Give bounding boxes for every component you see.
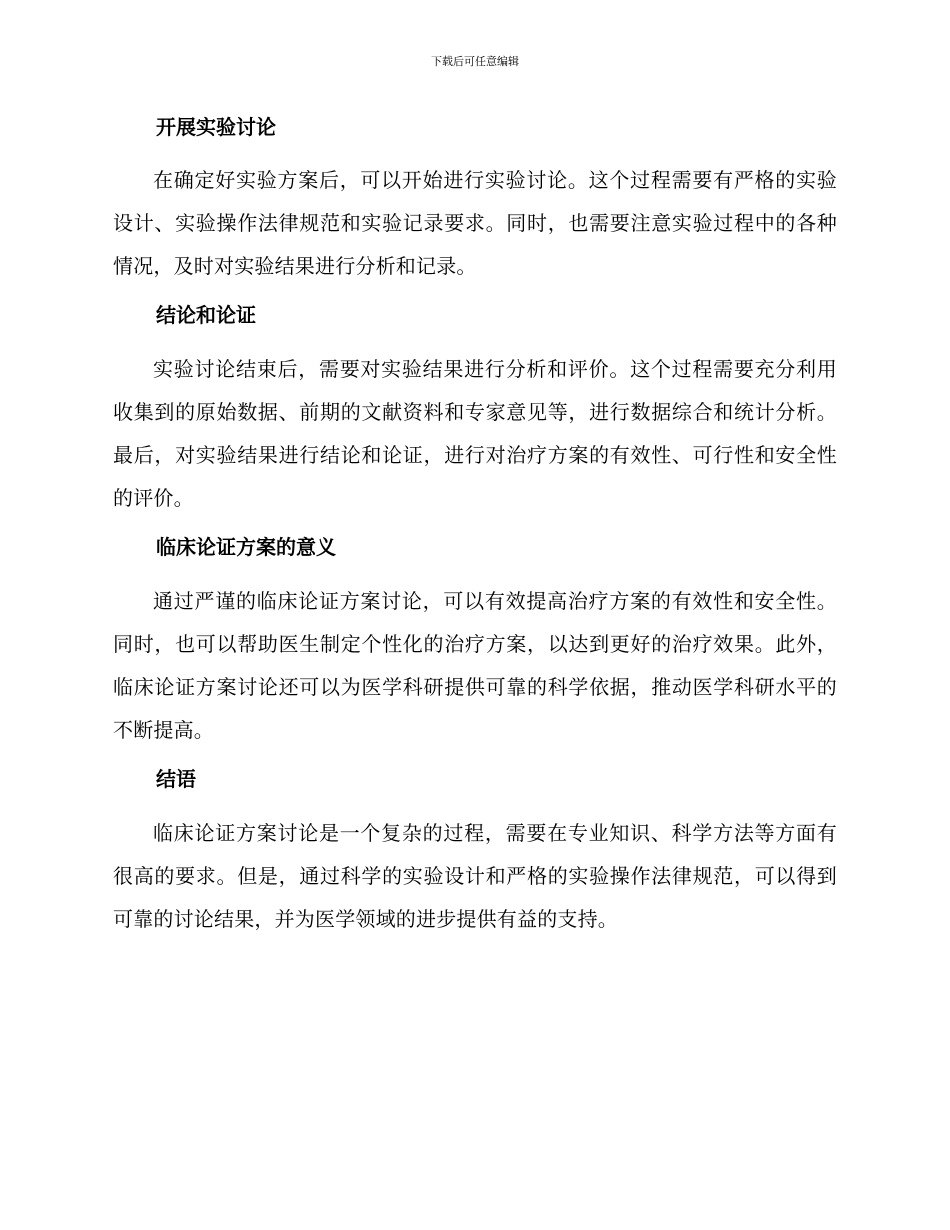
section-paragraph-conclusion: 实验讨论结束后，需要对实验结果进行分析和评价。这个过程需要充分利用收集到的原始数据、前期的文献资料和专家意见等，进行数据综合和统计分析。最后，对实验结果进行结论和论证，进行对治疗方案的有效性、可行性和安全性的评价。 <box>113 357 837 510</box>
section-paragraph-significance: 通过严谨的临床论证方案讨论，可以有效提高治疗方案的有效性和安全性。同时，也可以帮助医生制定个性化的治疗方案，以达到更好的治疗效果。此外，临床论证方案讨论还可以为医学科研提供可靠的科学依据，推动医学科研水平的不断提高。 <box>113 589 837 742</box>
section-paragraph-closing: 临床论证方案讨论是一个复杂的过程，需要在专业知识、科学方法等方面有很高的要求。但是，通过科学的实验设计和严格的实验操作法律规范，可以得到可靠的讨论结果，并为医学领域的进步提供有益的支持。 <box>113 821 837 931</box>
section-heading-closing: 结语 <box>156 767 196 791</box>
section-heading-experiment-discussion: 开展实验讨论 <box>156 115 276 139</box>
section-paragraph-experiment-discussion: 在确定好实验方案后，可以开始进行实验讨论。这个过程需要有严格的实验设计、实验操作法律规范和实验记录要求。同时，也需要注意实验过程中的各种情况，及时对实验结果进行分析和记录。 <box>113 168 837 278</box>
section-heading-significance: 临床论证方案的意义 <box>156 535 336 559</box>
page-header: 下载后可任意编辑 <box>431 55 519 68</box>
section-heading-conclusion: 结论和论证 <box>156 303 256 327</box>
document-body <box>113 110 837 941</box>
